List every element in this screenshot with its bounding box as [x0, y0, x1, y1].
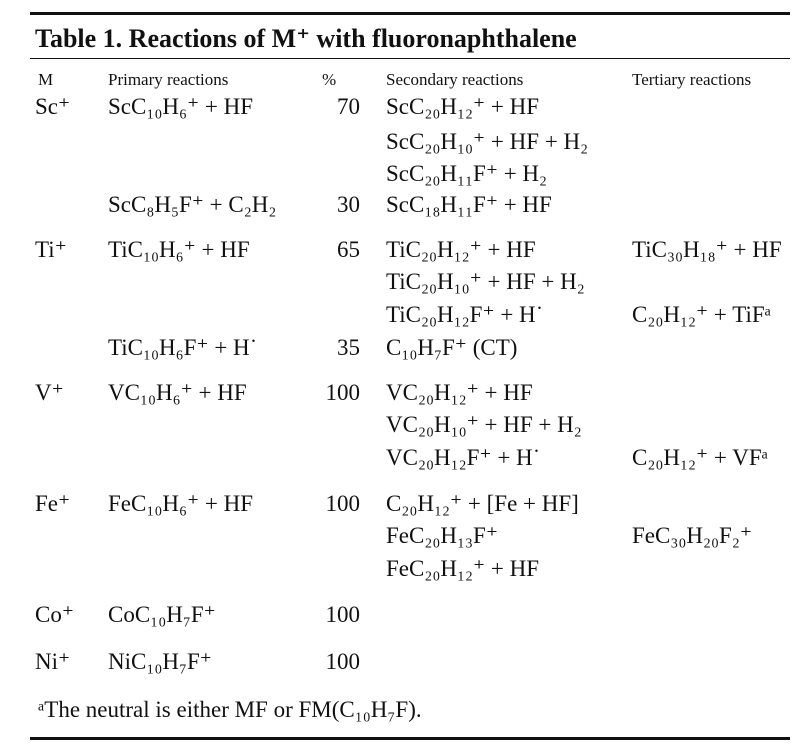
- cell-secondary: C₁₀H₇F⁺ (CT): [386, 335, 518, 360]
- header-metal: M: [38, 70, 54, 89]
- cell-percent: 65: [337, 237, 360, 262]
- cell-secondary: ScC₁₈H₁₁F⁺ + HF: [386, 192, 552, 217]
- cell-metal: Fe⁺: [35, 491, 71, 516]
- cell-metal: Ni⁺: [35, 649, 71, 674]
- cell-tertiary: TiC₃₀H₁₈⁺ + HF: [632, 237, 782, 262]
- header-tertiary: Tertiary reactions: [632, 70, 752, 89]
- cell-metal: Ti⁺: [35, 237, 67, 262]
- cell-percent: 30: [337, 192, 360, 217]
- cell-secondary: VC₂₀H₁₀⁺ + HF + H₂: [386, 412, 582, 437]
- cell-primary: FeC₁₀H₆⁺ + HF: [108, 491, 254, 516]
- table-title: Table 1. Reactions of M⁺ with fluoronaphthalene: [35, 24, 577, 53]
- cell-secondary: TiC₂₀H₁₂F⁺ + H˙: [386, 302, 544, 327]
- cell-secondary: ScC₂₀H₁₁F⁺ + H₂: [386, 161, 548, 186]
- cell-percent: 100: [325, 602, 360, 627]
- cell-tertiary: FeC₃₀H₂₀F₂⁺: [632, 523, 752, 548]
- table-footnote: ᵃThe neutral is either MF or FM(C₁₀H₇F).: [38, 697, 422, 722]
- cell-secondary: VC₂₀H₁₂F⁺ + H˙: [386, 445, 541, 470]
- cell-primary: ScC₁₀H₆⁺ + HF: [108, 94, 254, 119]
- cell-secondary: FeC₂₀H₁₃F⁺: [386, 523, 498, 548]
- table-bottom-rule: [30, 737, 790, 740]
- cell-tertiary: C₂₀H₁₂⁺ + VFᵃ: [632, 445, 768, 470]
- table-header-rule: [30, 58, 790, 59]
- cell-secondary: VC₂₀H₁₂⁺ + HF: [386, 380, 533, 405]
- cell-primary: ScC₈H₅F⁺ + C₂H₂: [108, 192, 277, 217]
- cell-primary: CoC₁₀H₇F⁺: [108, 602, 216, 627]
- cell-secondary: TiC₂₀H₁₂⁺ + HF: [386, 237, 536, 262]
- cell-secondary: C₂₀H₁₂⁺ + [Fe + HF]: [386, 491, 579, 516]
- cell-percent: 100: [325, 649, 360, 674]
- table-top-rule: [30, 12, 790, 15]
- cell-tertiary: C₂₀H₁₂⁺ + TiFᵃ: [632, 302, 771, 327]
- header-secondary: Secondary reactions: [386, 70, 524, 89]
- cell-secondary: ScC₂₀H₁₀⁺ + HF + H₂: [386, 129, 589, 154]
- cell-primary: TiC₁₀H₆⁺ + HF: [108, 237, 250, 262]
- header-primary: Primary reactions: [108, 70, 229, 89]
- cell-metal: V⁺: [35, 380, 64, 405]
- cell-secondary: TiC₂₀H₁₀⁺ + HF + H₂: [386, 269, 585, 294]
- cell-percent: 100: [325, 491, 360, 516]
- cell-secondary: ScC₂₀H₁₂⁺ + HF: [386, 94, 540, 119]
- cell-percent: 100: [325, 380, 360, 405]
- header-percent: %: [322, 70, 337, 89]
- cell-percent: 70: [337, 94, 360, 119]
- cell-metal: Co⁺: [35, 602, 74, 627]
- cell-secondary: FeC₂₀H₁₂⁺ + HF: [386, 556, 540, 581]
- cell-primary: NiC₁₀H₇F⁺: [108, 649, 212, 674]
- cell-primary: TiC₁₀H₆F⁺ + H˙: [108, 335, 258, 360]
- cell-metal: Sc⁺: [35, 94, 71, 119]
- cell-primary: VC₁₀H₆⁺ + HF: [108, 380, 247, 405]
- cell-percent: 35: [337, 335, 360, 360]
